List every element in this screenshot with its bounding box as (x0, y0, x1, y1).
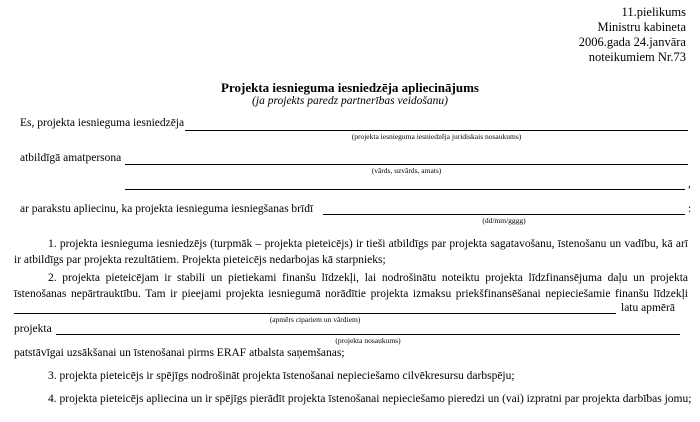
annex-regulation: noteikumiem Nr.73 (588, 50, 686, 64)
document-title: Projekta iesnieguma iesniedzēja apliecinājums (221, 80, 479, 95)
paragraph-2-line-4: patstāvīgai uzsākšanai un īstenošanai pirms ERAF atbalsta saņemšanas; (14, 347, 345, 359)
paragraph-4: 4. projekta pieteicējs apliecina un ir spējīgs pierādīt projekta īstenošanai nepieciešamo pieredzi un (vai) izpratni par projekta darbības jomu; (48, 393, 692, 405)
project-label: projekta (14, 323, 52, 335)
applicant-name-line[interactable] (185, 130, 688, 131)
date-caption: (dd/mm/gggg) (482, 216, 526, 225)
date-colon: : (688, 203, 692, 215)
project-caption: (projekta nosaukums) (335, 336, 401, 345)
applicant-caption: (projekta iesnieguma iesniedzēja juridiskais nosaukums) (351, 132, 522, 141)
annex-issuer: Ministru kabineta (597, 20, 686, 34)
amount-caption: (apmērs cipariem un vārdiem) (269, 315, 361, 324)
paragraph-2-line-2: īstenošanas nepārtrauktību. Tam ir pieejami projekta iesniegumā norādītie projekta izmaksu priekšfinansēšanai nepieciešamie finanšu līdzekļi (14, 288, 688, 300)
official-line[interactable] (125, 164, 688, 165)
submission-date-line[interactable] (323, 214, 685, 215)
amount-line[interactable] (14, 313, 616, 314)
annex-date: 2006.gada 24.janvāra (578, 35, 686, 49)
paragraph-1-line-1: 1. projekta iesnieguma iesniedzējs (turpmāk – projekta pieteicējs) ir tieši atbildīgs par projekta sagatavošanu, īstenošanu un vadību, kā arī (48, 238, 688, 250)
paragraph-2-line-1: 2. projekta pieteicējam ir stabili un pietiekami finanšu līdzekļi, lai nodrošinātu noteiktu projekta līdzfinansējuma daļu un projekta (48, 272, 688, 284)
date-label: ar parakstu apliecinu, ka projekta iesnieguma iesniegšanas brīdī (20, 203, 314, 215)
paragraph-1-line-2: ir atbildīgs par projekta rezultātiem. Projekta pieteicējs nedarbojas kā starpnieks; (14, 254, 386, 266)
annex-reference (579, 5, 686, 65)
official-label: atbildīgā amatpersona (20, 152, 122, 164)
official-comma: , (688, 178, 691, 190)
paragraph-1 (14, 236, 688, 268)
paragraph-2 (14, 270, 688, 302)
official-continuation-line[interactable] (125, 189, 685, 190)
paragraph-3: 3. projekta pieteicējs ir spējīgs nodrošināt projekta īstenošanai nepieciešamo cilvēkresursu darbspēju; (48, 370, 515, 382)
project-name-line[interactable] (56, 334, 680, 335)
applicant-label: Es, projekta iesnieguma iesniedzēja (20, 117, 185, 129)
document-subtitle: (ja projekts paredz partnerības veidošanu) (252, 95, 448, 107)
annex-number: 11.pielikums (621, 5, 686, 19)
amount-suffix: latu apmērā (621, 302, 675, 314)
official-caption: (vārds, uzvārds, amats) (371, 166, 442, 175)
